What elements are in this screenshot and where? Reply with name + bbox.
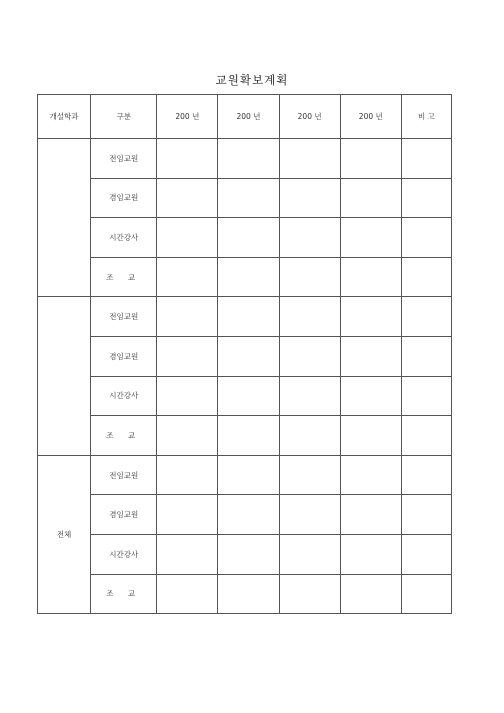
category-cell: 조 교 xyxy=(91,257,157,297)
note-cell[interactable] xyxy=(401,376,451,416)
year-cell[interactable] xyxy=(218,297,279,337)
year-cell[interactable] xyxy=(279,178,340,218)
note-cell[interactable] xyxy=(401,336,451,376)
year-cell[interactable] xyxy=(157,455,218,495)
header-year-4: 200 년 xyxy=(340,95,401,139)
year-cell[interactable] xyxy=(218,534,279,574)
year-cell[interactable] xyxy=(279,218,340,258)
table-row xyxy=(38,495,452,535)
table-row xyxy=(38,455,452,495)
year-cell[interactable] xyxy=(340,376,401,416)
table-row xyxy=(38,257,452,297)
category-cell: 전임교원 xyxy=(91,139,157,179)
header-category: 구분 xyxy=(91,95,157,139)
year-cell[interactable] xyxy=(218,218,279,258)
year-cell[interactable] xyxy=(157,416,218,456)
table-row xyxy=(38,297,452,337)
header-row xyxy=(38,95,452,139)
note-cell[interactable] xyxy=(401,574,451,614)
year-cell[interactable] xyxy=(157,297,218,337)
note-cell[interactable] xyxy=(401,495,451,535)
table-row xyxy=(38,534,452,574)
header-note: 비 고 xyxy=(401,95,451,139)
category-cell: 겸임교원 xyxy=(91,495,157,535)
year-cell[interactable] xyxy=(218,455,279,495)
year-cell[interactable] xyxy=(218,178,279,218)
category-cell: 조 교 xyxy=(91,574,157,614)
department-cell[interactable] xyxy=(38,139,91,297)
table-row xyxy=(38,218,452,258)
table-row xyxy=(38,574,452,614)
category-cell: 전임교원 xyxy=(91,455,157,495)
year-cell[interactable] xyxy=(218,336,279,376)
category-cell: 겸임교원 xyxy=(91,336,157,376)
year-cell[interactable] xyxy=(157,336,218,376)
year-cell[interactable] xyxy=(340,139,401,179)
table-row xyxy=(38,416,452,456)
year-cell[interactable] xyxy=(279,574,340,614)
year-cell[interactable] xyxy=(157,178,218,218)
year-cell[interactable] xyxy=(279,495,340,535)
note-cell[interactable] xyxy=(401,455,451,495)
year-cell[interactable] xyxy=(340,336,401,376)
note-cell[interactable] xyxy=(401,257,451,297)
header-year-1: 200 년 xyxy=(157,95,218,139)
year-cell[interactable] xyxy=(157,218,218,258)
year-cell[interactable] xyxy=(279,257,340,297)
note-cell[interactable] xyxy=(401,178,451,218)
year-cell[interactable] xyxy=(157,534,218,574)
year-cell[interactable] xyxy=(279,139,340,179)
year-cell[interactable] xyxy=(279,416,340,456)
year-cell[interactable] xyxy=(157,139,218,179)
year-cell[interactable] xyxy=(279,534,340,574)
year-cell[interactable] xyxy=(218,257,279,297)
year-cell[interactable] xyxy=(279,297,340,337)
year-cell[interactable] xyxy=(340,534,401,574)
year-cell[interactable] xyxy=(340,455,401,495)
category-cell: 시간강사 xyxy=(91,534,157,574)
table-row xyxy=(38,336,452,376)
department-cell[interactable] xyxy=(38,297,91,455)
category-cell: 조 교 xyxy=(91,416,157,456)
header-department: 개설학과 xyxy=(38,95,91,139)
year-cell[interactable] xyxy=(340,574,401,614)
year-cell[interactable] xyxy=(157,376,218,416)
year-cell[interactable] xyxy=(279,455,340,495)
year-cell[interactable] xyxy=(340,416,401,456)
year-cell[interactable] xyxy=(279,376,340,416)
note-cell[interactable] xyxy=(401,297,451,337)
year-cell[interactable] xyxy=(340,257,401,297)
table-row xyxy=(38,178,452,218)
year-cell[interactable] xyxy=(340,495,401,535)
year-cell[interactable] xyxy=(218,376,279,416)
category-cell: 전임교원 xyxy=(91,297,157,337)
note-cell[interactable] xyxy=(401,416,451,456)
category-cell: 시간강사 xyxy=(91,376,157,416)
note-cell[interactable] xyxy=(401,218,451,258)
year-cell[interactable] xyxy=(218,495,279,535)
category-cell: 시간강사 xyxy=(91,218,157,258)
note-cell[interactable] xyxy=(401,139,451,179)
year-cell[interactable] xyxy=(218,139,279,179)
year-cell[interactable] xyxy=(157,495,218,535)
category-cell: 겸임교원 xyxy=(91,178,157,218)
year-cell[interactable] xyxy=(340,297,401,337)
header-year-2: 200 년 xyxy=(218,95,279,139)
table-row xyxy=(38,139,452,179)
note-cell[interactable] xyxy=(401,534,451,574)
year-cell[interactable] xyxy=(279,336,340,376)
year-cell[interactable] xyxy=(157,257,218,297)
year-cell[interactable] xyxy=(340,178,401,218)
page-title: 교원확보계획 xyxy=(215,73,289,87)
staffing-plan-table xyxy=(37,94,452,614)
year-cell[interactable] xyxy=(340,218,401,258)
year-cell[interactable] xyxy=(218,574,279,614)
table-row xyxy=(38,376,452,416)
header-year-3: 200 년 xyxy=(279,95,340,139)
department-cell-total: 전체 xyxy=(38,455,91,613)
year-cell[interactable] xyxy=(218,416,279,456)
year-cell[interactable] xyxy=(157,574,218,614)
